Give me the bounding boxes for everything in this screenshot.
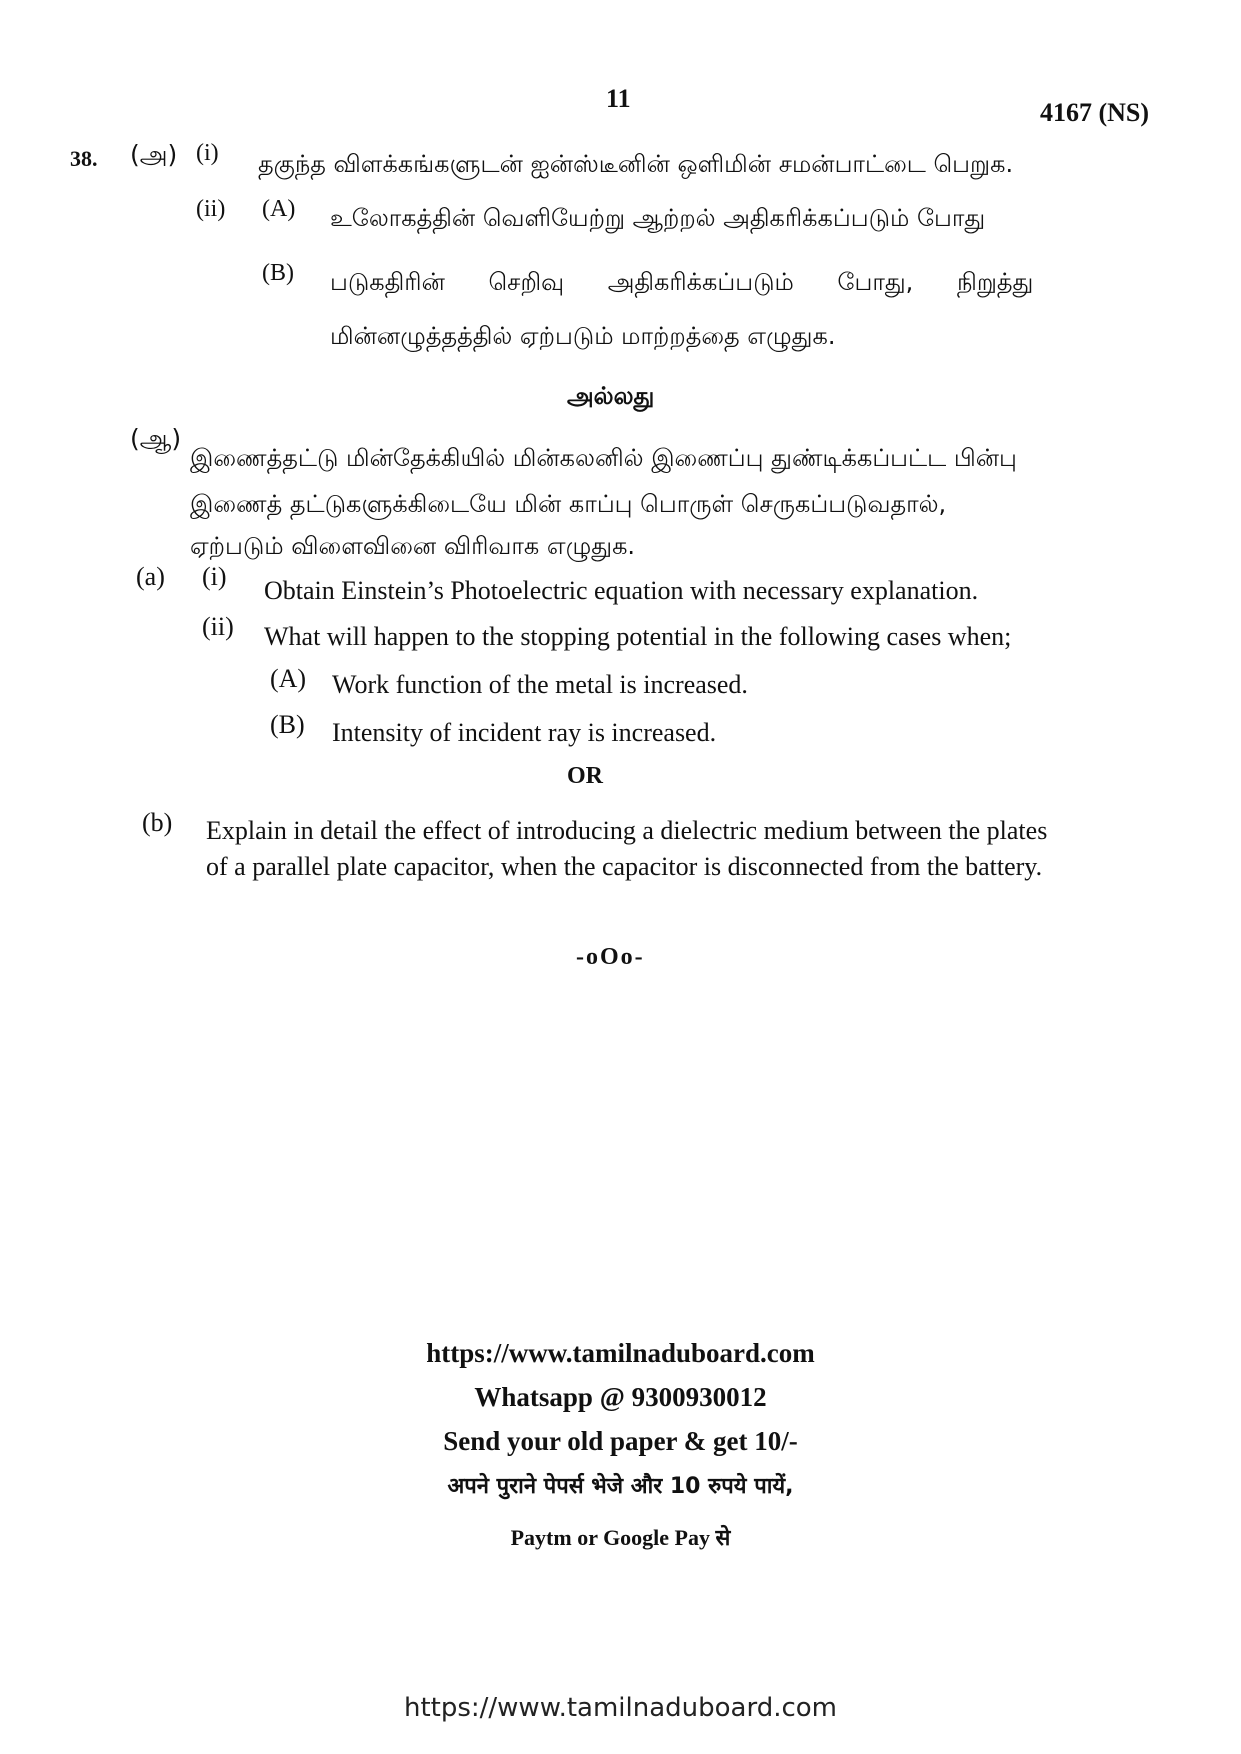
tamil-part-a-i-label: (i) [196, 140, 219, 166]
tamil-part-a-ii-A-text: உலோகத்தின் வெளியேற்று ஆற்றல் அதிகரிக்கப்படும் போது [330, 204, 986, 232]
end-marker: -oOo- [576, 944, 645, 970]
english-part-a-i-label: (i) [202, 562, 227, 591]
english-part-a-i-text: Obtain Einstein’s Photoelectric equation with necessary explanation. [264, 576, 979, 605]
tamil-part-a-ii-label: (ii) [196, 196, 226, 222]
tamil-part-a-ii-B-label: (B) [262, 260, 294, 286]
tamil-part-b-line1: இணைத்தட்டு மின்தேக்கியில் மின்கலனில் இணைப்பு துண்டிக்கப்பட்ட பின்பு [190, 444, 1017, 472]
tamil-part-a-ii-A-label: (A) [262, 196, 296, 222]
page-number: 11 [606, 84, 631, 113]
promo-whatsapp: Whatsapp @ 9300930012 [474, 1382, 767, 1412]
question-number: 38. [70, 146, 98, 171]
footer-url[interactable]: https://www.tamilnaduboard.com [403, 1693, 838, 1723]
tamil-part-a-ii-B-line1: படுகதிரின் செறிவு அதிகரிக்கப்படும் போது, நிறுத்து [330, 268, 1034, 296]
tamil-part-b-line2: இணைத் தட்டுகளுக்கிடையே மின் காப்பு பொருள் செருகப்படுவதால், [190, 490, 947, 518]
english-part-a-label: (a) [136, 562, 165, 591]
promo-offer: Send your old paper & get 10/- [443, 1426, 798, 1456]
promo-website: https://www.tamilnaduboard.com [426, 1338, 815, 1368]
tamil-or-label: அல்லது [567, 382, 655, 410]
english-part-a-ii-text: What will happen to the stopping potential in the following cases when; [264, 622, 1012, 651]
english-part-a-ii-B-label: (B) [270, 710, 305, 739]
tamil-part-b-label: (ஆ) [130, 424, 182, 453]
tamil-part-a-ii-B-line2: மின்னழுத்தத்தில் ஏற்படும் மாற்றத்தை எழுதுக. [330, 322, 836, 350]
english-part-b-line2: of a parallel plate capacitor, when the capacitor is disconnected from the battery. [206, 852, 1043, 881]
promo-hindi-offer: अपने पुराने पेपर्स भेजे और 10 रुपये पायें, [447, 1474, 794, 1499]
paper-code: 4167 (NS) [1040, 98, 1150, 127]
english-or-label: OR [567, 763, 603, 789]
tamil-part-a-label: (அ) [130, 140, 178, 169]
english-part-a-ii-label: (ii) [202, 612, 234, 641]
english-part-a-ii-A-label: (A) [270, 664, 307, 693]
english-part-b-label: (b) [142, 808, 173, 837]
promo-payment: Paytm or Google Pay से [510, 1525, 731, 1550]
english-part-a-ii-A-text: Work function of the metal is increased. [332, 670, 748, 699]
tamil-part-a-i-text: தகுந்த விளக்கங்களுடன் ஐன்ஸ்டீனின் ஒளிமின் சமன்பாட்டை பெறுக. [258, 150, 1014, 178]
english-part-b-line1: Explain in detail the effect of introducing a dielectric medium between the plates [206, 816, 1048, 845]
english-part-a-ii-B-text: Intensity of incident ray is increased. [332, 718, 717, 747]
tamil-part-b-line3: ஏற்படும் விளைவினை விரிவாக எழுதுக. [190, 532, 636, 560]
